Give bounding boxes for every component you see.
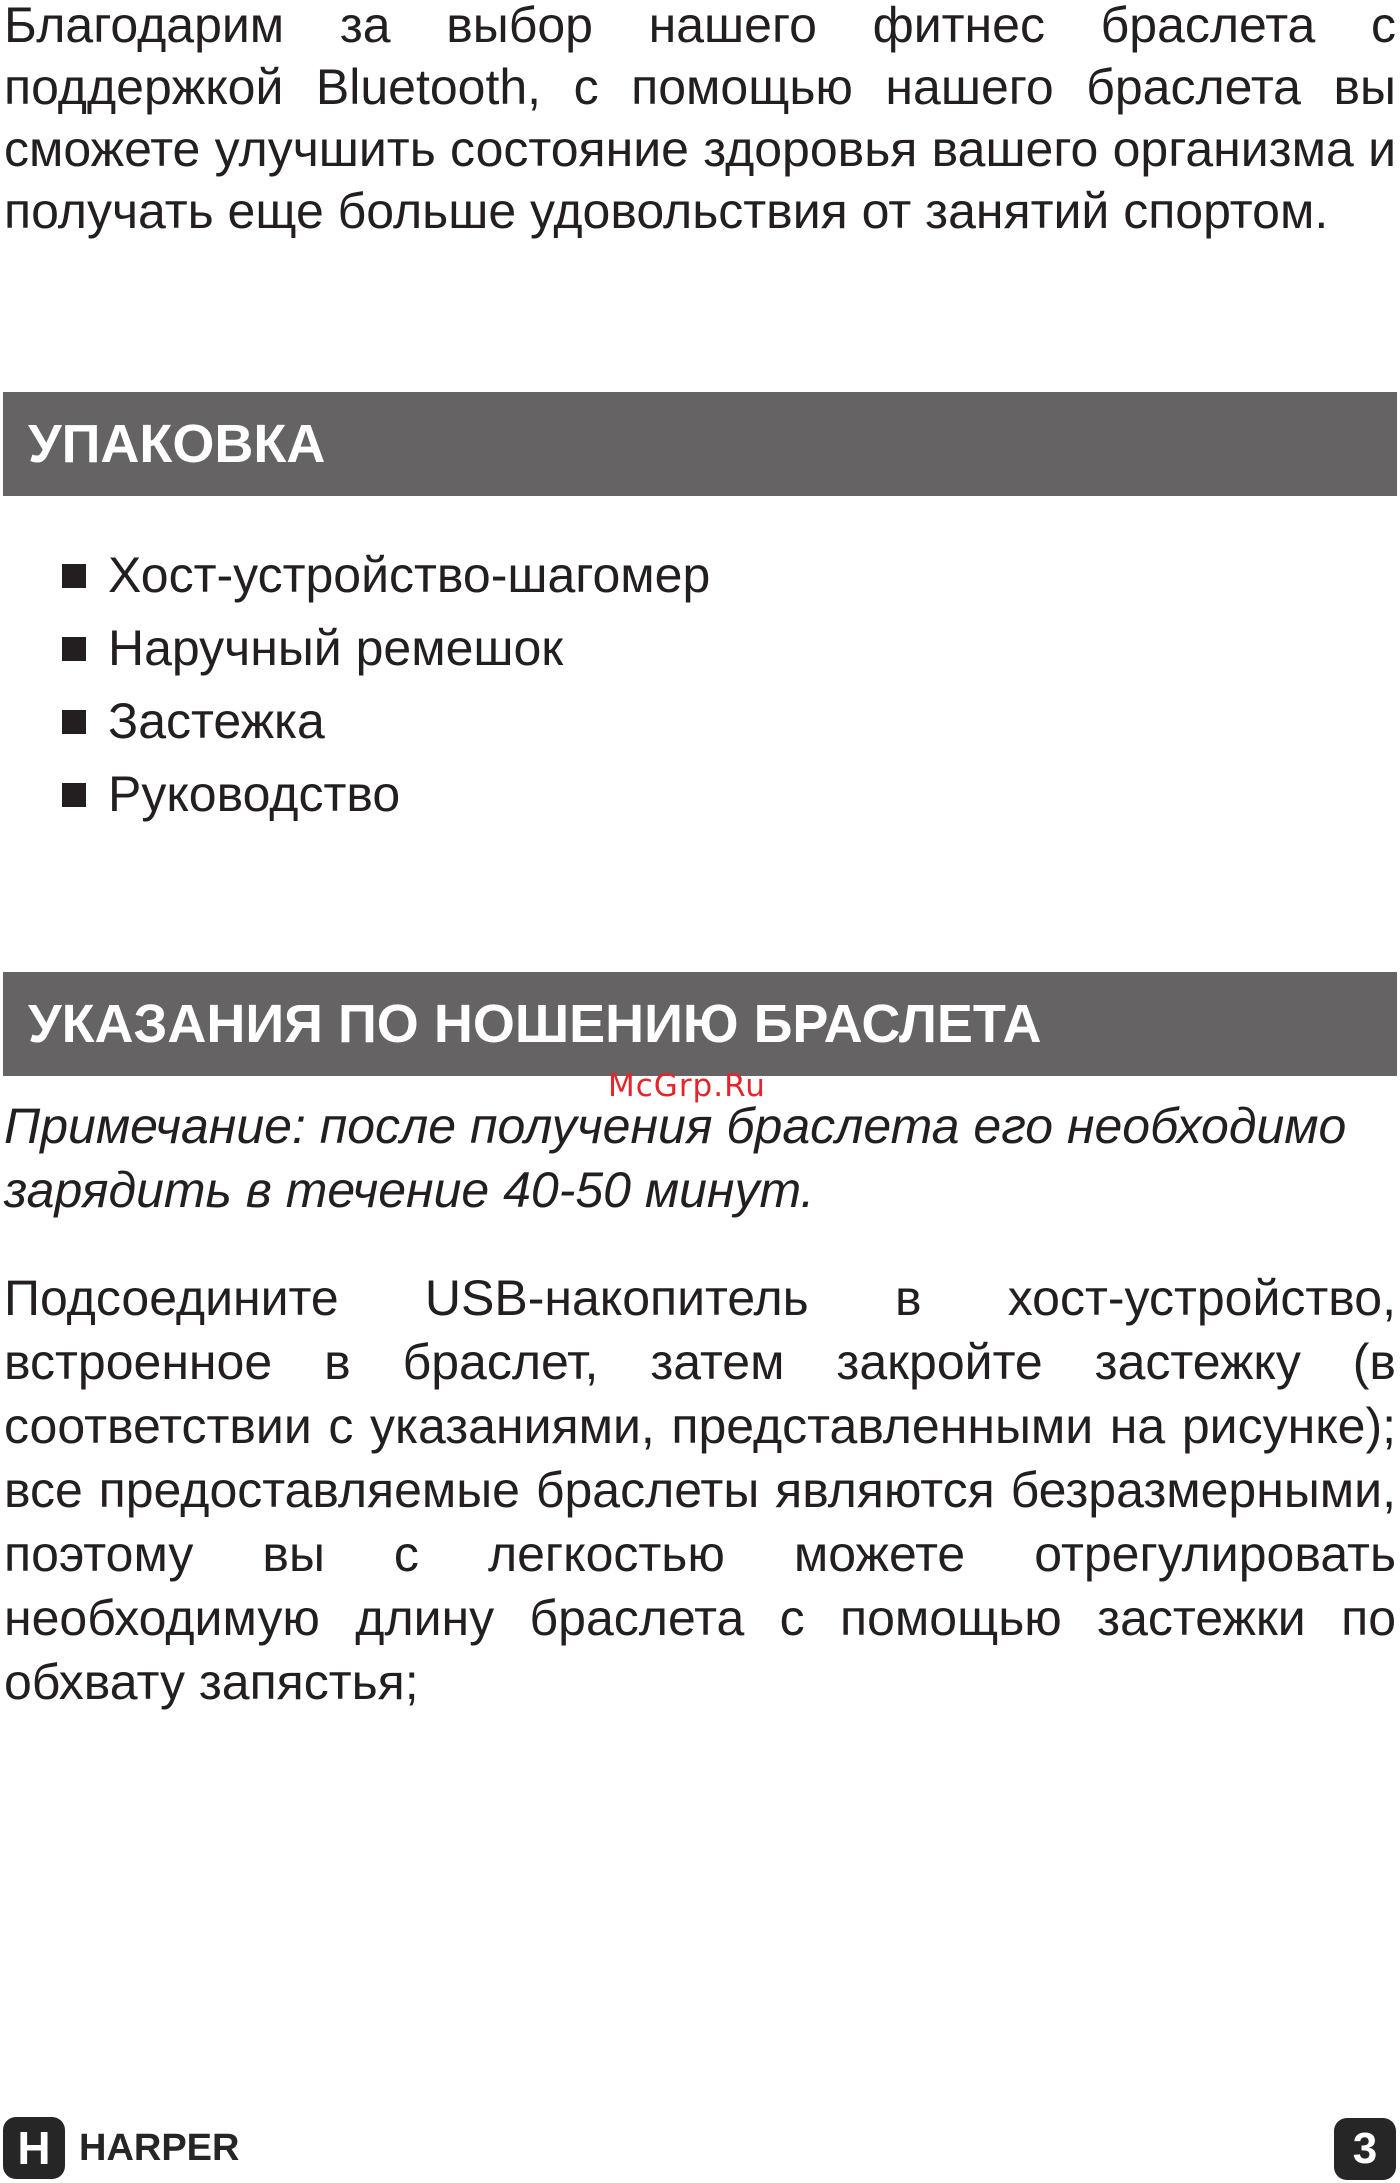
- intro-paragraph: Благодарим за выбор нашего фитнес браслета с поддержкой Bluetooth, с помощью нашего браслета вы сможете улучшить состояние здоровья вашего организма и получать еще больше удовольствия от занятий спортом.: [4, 0, 1396, 239]
- list-item: [62, 686, 325, 756]
- list-item-label: Застежка: [108, 693, 325, 749]
- list-item-label: Наручный ремешок: [108, 620, 564, 676]
- section-header-packaging: УПАКОВКА: [3, 392, 1397, 496]
- wearing-instructions: Подсоедините USB-накопитель в хост-устройство, встроенное в браслет, затем закройте застежку (в соответствии с указаниями, представленными на рисунке); все предоставляемые браслеты являются безразмерными, поэтому вы с легкостью можете отрегулировать необходимую длину браслета с помощью застежки по обхвату запястья;: [4, 1270, 1396, 1710]
- logo-h-icon: H: [3, 2117, 65, 2179]
- brand-logo: [3, 2116, 239, 2180]
- charging-note: Примечание: после получения браслета его необходимо зарядить в течение 40-50 минут.: [4, 1098, 1347, 1218]
- list-item-label: Руководство: [108, 766, 401, 822]
- square-bullet-icon: [62, 564, 86, 588]
- watermark: McGrp.Ru: [608, 1068, 766, 1104]
- square-bullet-icon: [62, 783, 86, 807]
- square-bullet-icon: [62, 710, 86, 734]
- list-item: [62, 540, 710, 610]
- list-item: [62, 613, 563, 683]
- page-number: 3: [1334, 2118, 1396, 2180]
- list-item-label: Хост-устройство-шагомер: [108, 547, 711, 603]
- section-header-wearing: УКАЗАНИЯ ПО НОШЕНИЮ БРАСЛЕТА: [3, 972, 1397, 1076]
- square-bullet-icon: [62, 637, 86, 661]
- brand-name: HARPER: [79, 2126, 240, 2169]
- list-item: [62, 759, 400, 829]
